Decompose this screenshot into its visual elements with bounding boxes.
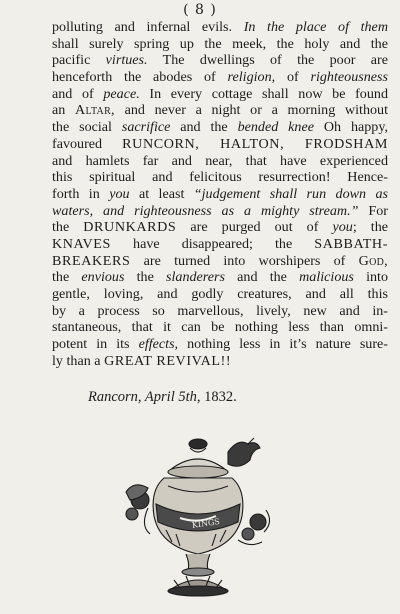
text-segment: potent in its xyxy=(52,336,139,353)
vase-with-flowers-and-bird-ornament-icon xyxy=(120,430,280,605)
text-segment: henceforth the abodes of xyxy=(52,69,228,86)
text-segment: the social xyxy=(52,119,122,136)
text-line xyxy=(52,353,388,370)
text-segment: and of xyxy=(52,85,104,102)
text-line xyxy=(52,186,388,203)
text-segment: BREAKERS xyxy=(52,252,131,269)
text-line xyxy=(52,269,388,286)
text-segment: religion, xyxy=(227,69,276,86)
text-segment: “judgement shall run down as xyxy=(193,185,389,202)
text-segment: gentle, loving, and godly creatures, and all this xyxy=(52,286,388,302)
text-line xyxy=(52,136,388,153)
text-line xyxy=(52,203,388,220)
text-segment: stantaneous, that it can be nothing less than omni- xyxy=(52,319,388,336)
text-segment: envious xyxy=(81,269,125,286)
text-segment: you xyxy=(332,219,353,236)
text-segment: Altar, xyxy=(74,102,115,119)
text-segment: GREAT REVIVAL!! xyxy=(104,352,232,369)
dateline-year: 1832. xyxy=(204,389,237,405)
text-segment: an xyxy=(52,102,75,119)
vase-label-text: KINGS xyxy=(191,516,221,530)
text-segment: virtues. xyxy=(105,52,148,69)
text-segment: into xyxy=(353,269,389,286)
text-segment: peace. xyxy=(103,85,140,102)
text-line xyxy=(52,253,388,270)
text-line xyxy=(52,19,388,36)
text-line xyxy=(52,153,388,170)
text-segment: DRUNKARDS xyxy=(83,219,177,236)
text-segment: the xyxy=(52,219,84,236)
text-segment: God, xyxy=(358,252,388,269)
text-segment: In every cottage shall now be found xyxy=(139,85,388,102)
text-segment: nothing less in it’s nature sure- xyxy=(178,336,388,353)
text-segment: malicious xyxy=(299,269,354,286)
text-segment: polluting and infernal evils. xyxy=(52,19,244,35)
text-segment: ; the xyxy=(352,219,388,236)
text-segment: by a process so marvellous, lively, new and in- xyxy=(52,302,388,319)
text-segment: Oh happy, xyxy=(313,119,388,136)
text-segment: forth in xyxy=(52,185,110,202)
text-line xyxy=(52,236,388,253)
text-line xyxy=(52,219,388,236)
text-line xyxy=(52,319,388,336)
text-segment: KNAVES xyxy=(52,235,111,252)
dateline xyxy=(88,389,237,406)
dateline-place-date: Rancorn, April 5th, xyxy=(88,389,201,405)
text-segment: this spiritual and felicitous resurrection! Hence- xyxy=(52,169,388,186)
body-paragraph xyxy=(52,19,388,369)
text-segment: of xyxy=(275,69,311,86)
text-segment: and never a night or a morning without xyxy=(114,102,388,119)
text-line xyxy=(52,336,388,353)
text-segment: For xyxy=(358,202,388,219)
text-segment: and the xyxy=(170,119,238,136)
text-segment: you xyxy=(109,185,130,202)
text-segment: waters, and righteousness as a mighty stream.” xyxy=(52,202,359,219)
text-segment: SABBATH- xyxy=(314,235,388,252)
text-segment: are turned into worshipers of xyxy=(130,252,359,269)
text-line xyxy=(52,303,388,320)
text-segment: righteousness xyxy=(310,69,388,86)
text-segment: the xyxy=(124,269,167,286)
text-segment: are purged out of xyxy=(176,219,333,236)
text-segment: and hamlets far and near, that have experienced xyxy=(52,152,388,169)
text-line xyxy=(52,286,388,303)
text-segment: slanderers xyxy=(166,269,225,286)
text-segment: The dwellings of the poor are xyxy=(147,52,388,69)
text-segment: have disappeared; the xyxy=(110,235,315,252)
text-segment: at least xyxy=(129,185,194,202)
text-segment: shall surely spring up the meek, the holy and the xyxy=(52,35,388,52)
text-segment: sacrifice xyxy=(121,119,171,136)
text-segment: effects, xyxy=(138,336,179,353)
text-line xyxy=(52,52,388,69)
page-number: ( 8 ) xyxy=(183,2,217,18)
text-line xyxy=(52,36,388,53)
text-line xyxy=(52,169,388,186)
text-segment: RUNCORN, HALTON, FRODSHAM xyxy=(122,135,388,152)
text-segment: ly than a xyxy=(52,352,105,369)
text-segment: the xyxy=(52,269,82,286)
text-segment: and the xyxy=(225,269,300,286)
text-line xyxy=(52,69,388,86)
text-line xyxy=(52,102,388,119)
text-segment: bended knee xyxy=(237,119,314,136)
text-line xyxy=(52,119,388,136)
text-segment: pacific xyxy=(52,52,106,69)
text-line xyxy=(52,86,388,103)
text-segment: favoured xyxy=(52,135,123,152)
text-segment: In the place of them xyxy=(243,19,388,35)
